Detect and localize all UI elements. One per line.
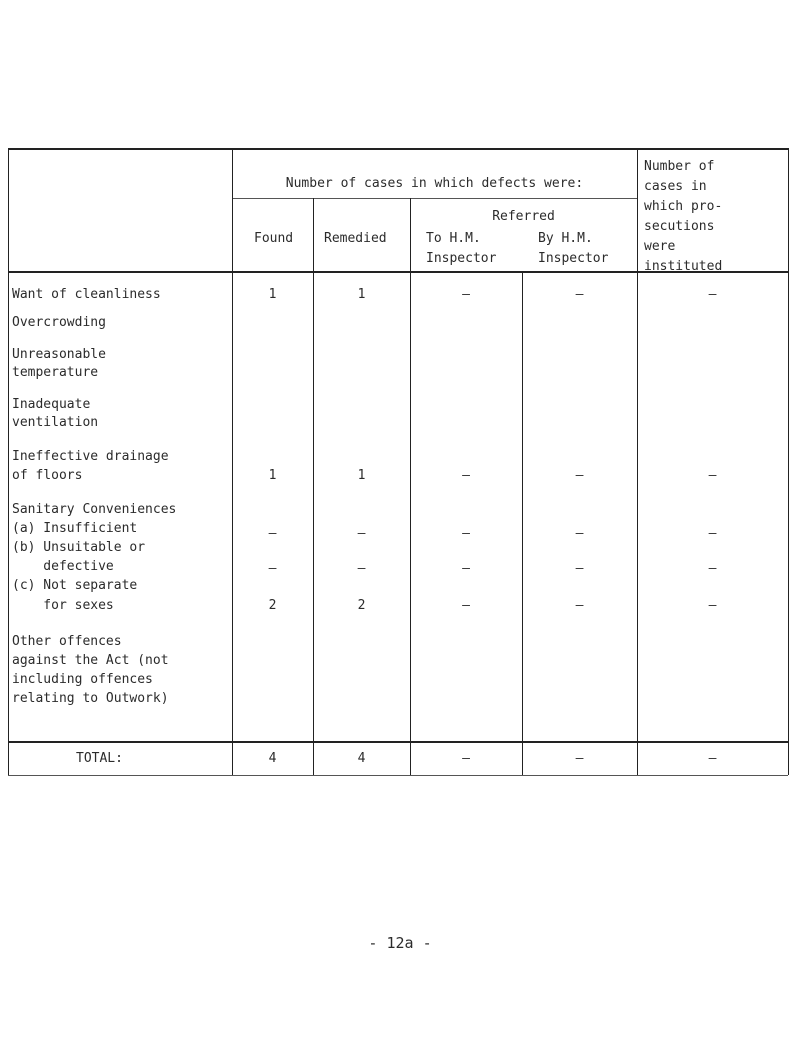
cell-found: 1 (268, 468, 277, 483)
row-label: defective (12, 559, 114, 574)
cell-by-hmi: – (575, 598, 584, 613)
cell-to-hmi: – (462, 561, 470, 576)
col-divider-prosecutions (637, 148, 638, 775)
col-divider-label (232, 148, 233, 775)
row-label: Inadequate (12, 397, 91, 412)
header-found: Found (254, 231, 294, 246)
cell-by-hmi: – (575, 751, 584, 766)
cell-prosecutions: – (708, 526, 717, 541)
right-border (788, 148, 789, 775)
row-label: against the Act (not (12, 653, 169, 668)
col-divider-referred (522, 271, 523, 775)
left-border (8, 148, 9, 775)
row-label: Ineffective drainage (12, 449, 169, 464)
row-label: temperature (12, 365, 99, 380)
cell-prosecutions: – (708, 468, 717, 483)
row-label: (c) Not separate (12, 578, 138, 593)
table-top-rule (8, 148, 788, 150)
row-label: Want of cleanliness (12, 287, 161, 302)
row-label: Other offences (12, 634, 122, 649)
cell-prosecutions: – (708, 287, 717, 302)
cell-by-hmi: – (575, 468, 584, 483)
cell-by-hmi: – (575, 526, 584, 541)
cell-to-hmi: – (462, 468, 470, 483)
cell-by-hmi: – (575, 287, 584, 302)
page-number: - 12a - (368, 934, 432, 952)
cell-to-hmi: – (462, 598, 470, 613)
row-label: ventilation (12, 415, 99, 430)
cell-remedied: 1 (357, 287, 366, 302)
cell-to-hmi: – (462, 287, 470, 302)
cell-found: – (268, 526, 277, 541)
cell-prosecutions: – (708, 561, 717, 576)
row-label: (a) Insufficient (12, 521, 138, 536)
header-group-title: Number of cases in which defects were: (285, 176, 584, 191)
cell-to-hmi: – (462, 751, 470, 766)
total-top-rule (8, 741, 788, 743)
cell-found: 1 (268, 287, 277, 302)
header-group-rule (232, 198, 637, 199)
cell-remedied: – (357, 561, 366, 576)
row-label: Sanitary Conveniences (12, 502, 177, 517)
cell-prosecutions: – (708, 598, 717, 613)
header-referred: Referred (492, 209, 555, 224)
cell-remedied: 4 (357, 751, 366, 766)
cell-remedied: 1 (357, 468, 366, 483)
cell-found: – (268, 561, 277, 576)
cell-found: 2 (268, 598, 277, 613)
cell-by-hmi: – (575, 561, 584, 576)
cell-remedied: – (357, 526, 366, 541)
table-bottom-rule (8, 775, 788, 776)
row-label: (b) Unsuitable or (12, 540, 146, 555)
cell-to-hmi: – (462, 526, 470, 541)
header-remedied: Remedied (324, 231, 387, 246)
row-label: relating to Outwork) (12, 691, 169, 706)
row-label: including offences (12, 672, 153, 687)
total-label: TOTAL: (76, 751, 123, 766)
cell-found: 4 (268, 751, 277, 766)
row-label: of floors (12, 468, 83, 483)
row-label: for sexes (12, 598, 114, 613)
cell-prosecutions: – (708, 751, 717, 766)
cell-remedied: 2 (357, 598, 366, 613)
row-label: Overcrowding (12, 315, 106, 330)
row-label: Unreasonable (12, 347, 106, 362)
